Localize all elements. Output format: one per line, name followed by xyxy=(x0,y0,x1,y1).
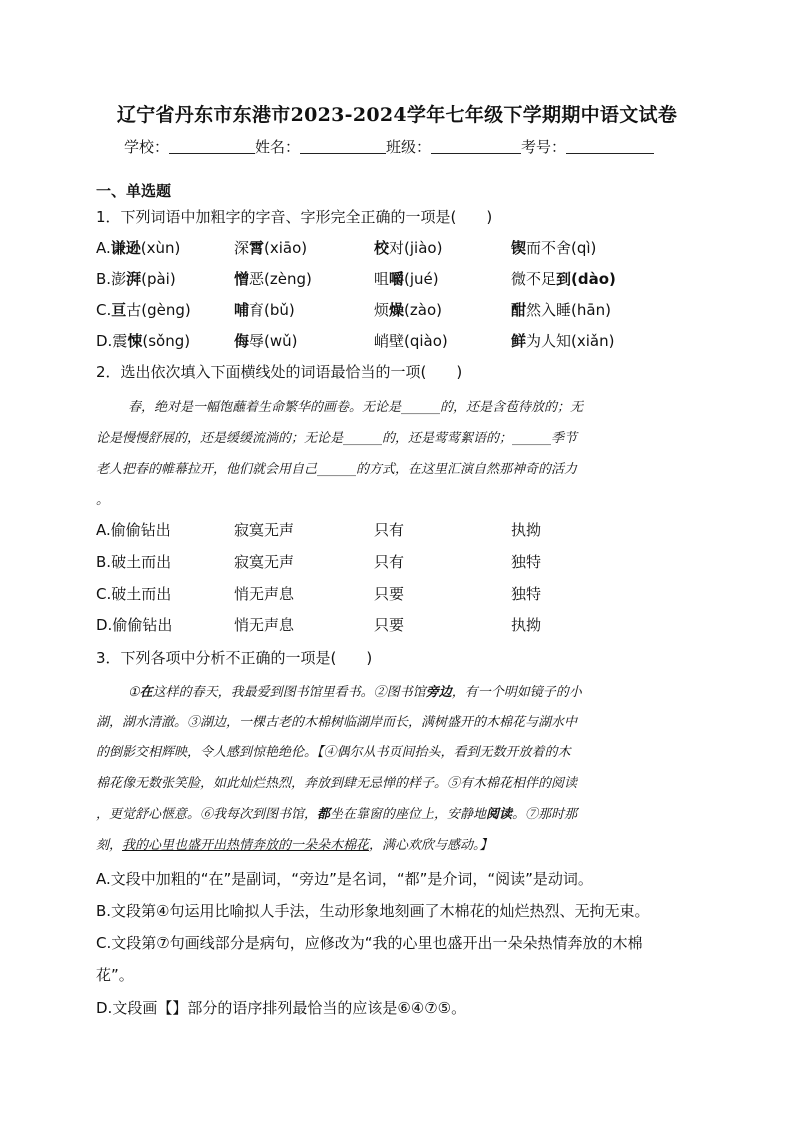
q3-stem: 3．下列各项中分析不正确的一项是( ) xyxy=(96,649,373,667)
q2-b-word3: 只有 xyxy=(374,553,405,571)
class-label: 班级： xyxy=(386,138,432,156)
q2-option-a[interactable]: A.偷偷钻出 xyxy=(96,521,171,539)
q2-c-word3: 只要 xyxy=(374,585,405,603)
school-blank[interactable] xyxy=(169,139,255,154)
q2-passage-line-3: 老人把春的帷幕拉开，他们就会用自己______的方式，在这里汇演自然那神奇的活力 xyxy=(96,462,578,477)
q1-b-word4: 微不足到(dào) xyxy=(511,270,616,288)
q2-d-word4: 执拗 xyxy=(511,616,542,634)
q2-option-b[interactable]: B.破土而出 xyxy=(96,553,172,571)
q1-stem: 1．下列词语中加粗字的字音、字形完全正确的一项是( ) xyxy=(96,208,493,226)
q1-option-b[interactable]: B.澎湃(pài) xyxy=(96,270,176,288)
underlined-sentence: 我的心里也盛开出热情奔放的一朵朵木棉花 xyxy=(122,838,370,853)
q1-d-word2: 侮辱(wǔ) xyxy=(234,332,298,350)
q2-passage-line-1: 春，绝对是一幅饱蘸着生命繁华的画卷。无论是______的，还是含苞待放的；无 xyxy=(128,400,584,415)
q1-c-word3: 烦燥(zào) xyxy=(374,301,442,319)
q1-a-word2: 深霄(xiāo) xyxy=(234,239,308,257)
section-heading: 一、单选题 xyxy=(96,182,172,200)
q2-a-word2: 寂寞无声 xyxy=(234,521,295,539)
q2-d-word2: 悄无声息 xyxy=(234,616,295,634)
q1-option-a[interactable]: A.谦逊(xùn) xyxy=(96,239,181,257)
q3-option-c-continued: 花”。 xyxy=(96,966,134,984)
q3-passage-line-6: 刻，我的心里也盛开出热情奔放的一朵朵木棉花，满心欢欣与感动。】 xyxy=(96,838,493,853)
student-info-line xyxy=(124,136,654,157)
q3-option-d[interactable]: D.文段画【】部分的语序排列最恰当的应该是⑥④⑦⑤。 xyxy=(96,999,467,1017)
q1-c-word2: 哺育(bǔ) xyxy=(234,301,295,319)
page-title: 辽宁省丹东市东港市2023-2024学年七年级下学期期中语文试卷 xyxy=(116,104,678,126)
q2-c-word4: 独特 xyxy=(511,585,542,603)
q3-option-b[interactable]: B.文段第④句运用比喻拟人手法，生动形象地刻画了木棉花的灿烂热烈、无拘无束。 xyxy=(96,902,650,920)
q1-option-d[interactable]: D.震悚(sǒng) xyxy=(96,332,191,350)
q1-a-word3: 校对(jiào) xyxy=(374,239,443,257)
q2-passage-line-4: 。 xyxy=(96,493,110,508)
q1-d-word3: 峭壁(qiào) xyxy=(374,332,448,350)
school-label: 学校： xyxy=(124,138,170,156)
q1-d-word4: 鲜为人知(xiǎn) xyxy=(511,332,615,350)
q1-a-word4: 锲而不舍(qì) xyxy=(511,239,597,257)
name-label: 姓名： xyxy=(255,138,301,156)
q2-a-word4: 执拗 xyxy=(511,521,542,539)
q3-passage-line-2: 湖，湖水清澈。③湖边，一棵古老的木棉树临湖岸而长，满树盛开的木棉花与湖水中 xyxy=(96,715,578,730)
q2-b-word2: 寂寞无声 xyxy=(234,553,295,571)
q2-d-word3: 只要 xyxy=(374,616,405,634)
q1-b-word3: 咀嚼(jué) xyxy=(374,270,439,288)
q2-option-c[interactable]: C.破土而出 xyxy=(96,585,172,603)
q3-option-a[interactable]: A.文段中加粗的“在”是副词，“旁边”是名词，“都”是介词，“阅读”是动词。 xyxy=(96,870,593,888)
number-label: 考号： xyxy=(521,138,567,156)
q3-passage-line-5: ，更觉舒心惬意。⑥我每次到图书馆，都坐在靠窗的座位上，安静地阅读。⑦那时那 xyxy=(96,807,578,822)
class-blank[interactable] xyxy=(431,139,521,154)
q2-c-word2: 悄无声息 xyxy=(234,585,295,603)
q2-passage-line-2: 论是慢慢舒展的，还是缓缓流淌的；无论是______的，还是莺莺絮语的；______季节 xyxy=(96,431,578,446)
q3-passage-line-3: 的倒影交相辉映，令人感到惊艳绝伦。【④偶尔从书页间抬头，看到无数开放着的木 xyxy=(96,745,571,760)
q1-c-word4: 酣然入睡(hān) xyxy=(511,301,611,319)
name-blank[interactable] xyxy=(300,139,386,154)
q3-passage-line-4: 棉花像无数张笑脸，如此灿烂热烈，奔放到肆无忌惮的样子。⑤有木棉花相伴的阅读 xyxy=(96,776,578,791)
number-blank[interactable] xyxy=(566,139,654,154)
q2-b-word4: 独特 xyxy=(511,553,542,571)
q2-option-d[interactable]: D.偷偷钻出 xyxy=(96,616,173,634)
q1-b-word2: 憎恶(zèng) xyxy=(234,270,312,288)
q1-option-c[interactable]: C.亘古(gèng) xyxy=(96,301,191,319)
q3-option-c[interactable]: C.文段第⑦句画线部分是病句，应修改为“我的心里也盛开出一朵朵热情奔放的木棉 xyxy=(96,934,643,952)
q3-passage-line-1: ①在这样的春天，我最爱到图书馆里看书。②图书馆旁边，有一个明如镜子的小 xyxy=(128,685,582,700)
q2-stem: 2．选出依次填入下面横线处的词语最恰当的一项( ) xyxy=(96,363,463,381)
q2-a-word3: 只有 xyxy=(374,521,405,539)
